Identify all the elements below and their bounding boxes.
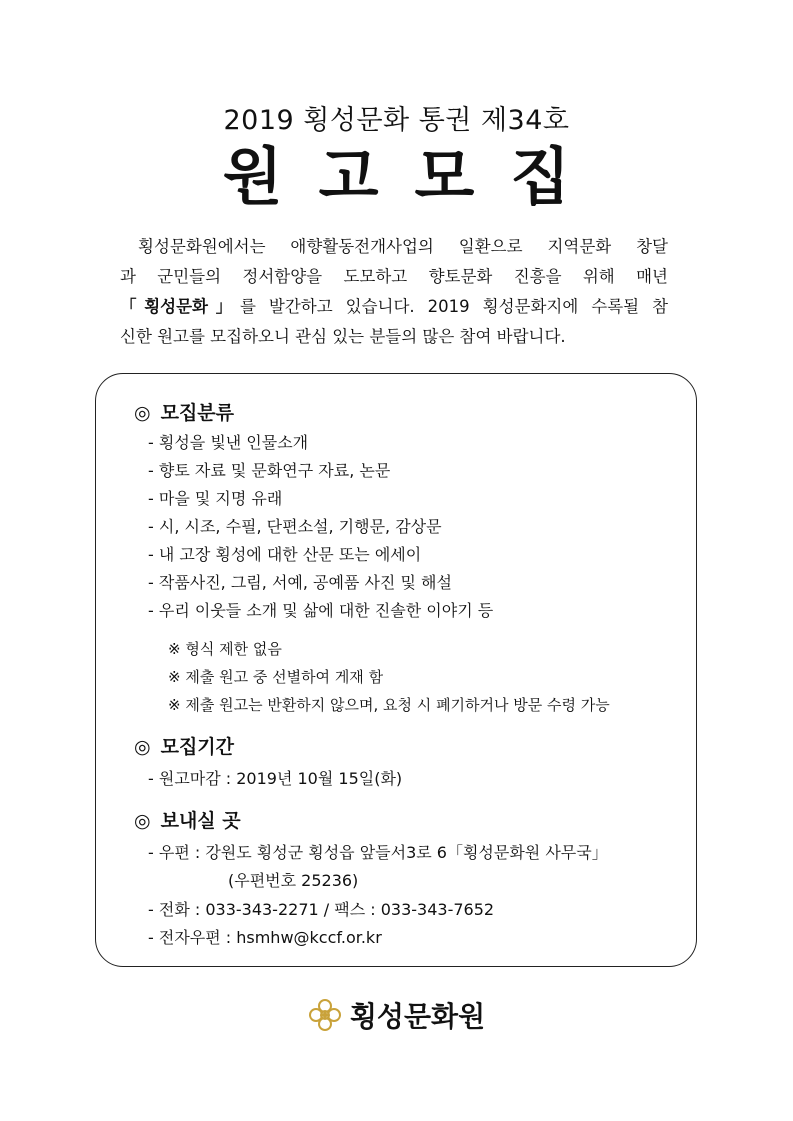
list-item: - 원고마감 : 2019년 10월 15일(화)	[148, 769, 403, 788]
intro-paragraph	[120, 232, 668, 352]
org-name: 횡성문화원	[349, 1000, 486, 1033]
section-mark: ◎	[134, 402, 151, 424]
list-item: - 횡성을 빛낸 인물소개	[148, 433, 309, 452]
footer-org	[0, 995, 793, 1035]
page-title: 원고모집	[222, 140, 607, 213]
note-item: ※ 형식 제한 없음	[168, 640, 282, 658]
section-title-submit	[134, 806, 241, 833]
section-title-text: 모집기간	[160, 736, 235, 758]
flower-emblem-icon	[308, 998, 342, 1032]
intro-line: 횡성문화원에서는 애향활동전개사업의 일환으로 지역문화 창달	[138, 237, 668, 256]
note-item: ※ 제출 원고는 반환하지 않으며, 요청 시 폐기하거나 방문 수령 가능	[168, 696, 610, 714]
list-item: - 작품사진, 그림, 서예, 공예품 사진 및 해설	[148, 573, 452, 592]
mail-address: - 우편 : 강원도 횡성군 횡성읍 앞들서3로 6「횡성문화원 사무국」	[148, 843, 608, 862]
section-title-category	[134, 398, 234, 425]
section-mark: ◎	[134, 810, 151, 832]
section-mark: ◎	[134, 736, 151, 758]
section-title-period	[134, 732, 234, 759]
page-subtitle: 2019 횡성문화 통권 제34호	[223, 105, 570, 136]
intro-line	[120, 292, 668, 322]
postal-code: (우편번호 25236)	[228, 871, 359, 890]
note-item: ※ 제출 원고 중 선별하여 게재 함	[168, 668, 384, 686]
phone-fax: - 전화 : 033-343-2271 / 팩스 : 033-343-7652	[148, 900, 495, 919]
list-item: - 시, 시조, 수필, 단편소설, 기행문, 감상문	[148, 517, 442, 536]
list-item: - 우리 이웃들 소개 및 삶에 대한 진솔한 이야기 등	[148, 601, 494, 620]
list-item: - 마을 및 지명 유래	[148, 489, 283, 508]
intro-line: 과 군민들의 정서함양을 도모하고 향토문화 진흥을 위해 매년	[120, 267, 668, 286]
intro-line-rest: 를 발간하고 있습니다. 2019 횡성문화지에 수록될 참	[240, 297, 669, 316]
section-title-text: 모집분류	[160, 402, 235, 424]
publication-name: 「횡성문화」	[120, 297, 240, 316]
email-address: - 전자우편 : hsmhw@kccf.or.kr	[148, 928, 382, 947]
list-item: - 향토 자료 및 문화연구 자료, 논문	[148, 461, 391, 480]
info-box	[95, 373, 697, 967]
section-title-text: 보내실 곳	[160, 810, 241, 832]
intro-line: 신한 원고를 모집하오니 관심 있는 분들의 많은 참여 바랍니다.	[120, 327, 566, 346]
list-item: - 내 고장 횡성에 대한 산문 또는 에세이	[148, 545, 422, 564]
